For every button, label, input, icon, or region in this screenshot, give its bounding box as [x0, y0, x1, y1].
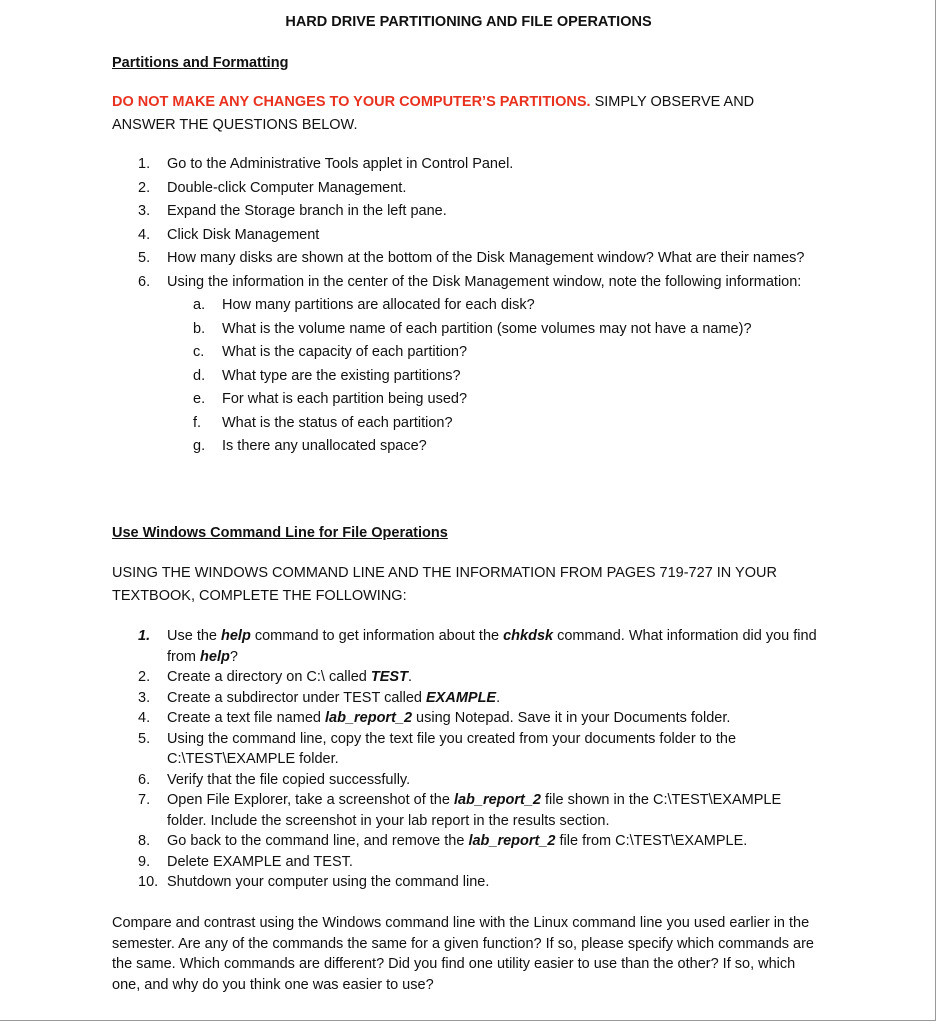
item-number: 1. — [138, 156, 151, 172]
item-text: command. What information did you find from — [167, 628, 817, 665]
item-number: 10. — [138, 874, 159, 890]
item-text: ? — [229, 648, 238, 665]
emphasis-text: TEST — [370, 669, 408, 685]
list-item — [138, 770, 818, 791]
item-text: Using the information in the center of the Disk Management window, note the following information: — [167, 273, 802, 290]
item-text: Expand the Storage branch in the left pane. — [167, 203, 447, 219]
item-text: Create a text file named — [167, 710, 325, 726]
item-number: 9. — [138, 853, 151, 870]
item-number: 2. — [138, 179, 151, 196]
item-number: 6. — [138, 273, 151, 290]
warning-text: DO NOT MAKE ANY CHANGES TO YOUR COMPUTER’S PARTITIONS. — [112, 94, 591, 110]
item-text: Double-click Computer Management. — [167, 179, 407, 196]
list-item — [138, 667, 818, 688]
partition-steps-list — [138, 153, 818, 459]
item-number: 3. — [138, 203, 151, 219]
item-number: 1. — [138, 628, 151, 644]
list-item — [138, 247, 818, 271]
item-letter: b. — [193, 320, 206, 337]
emphasis-text: lab_report_2 — [468, 833, 556, 849]
item-text: Go to the Administrative Tools applet in Control Panel. — [167, 156, 514, 172]
list-item — [138, 177, 818, 201]
item-text: Use the — [167, 628, 221, 644]
item-letter: a. — [193, 297, 206, 313]
list-item — [193, 294, 818, 318]
item-text: file from C:\TEST\EXAMPLE. — [555, 833, 748, 849]
item-text: Verify that the file copied successfully. — [167, 771, 411, 788]
section-heading-command-line: Use Windows Command Line for File Operations — [112, 525, 448, 541]
item-letter: e. — [193, 391, 206, 407]
list-item — [138, 790, 818, 831]
list-item — [193, 412, 818, 436]
command-line-intro: USING THE WINDOWS COMMAND LINE AND THE INFORMATION FROM PAGES 719-727 IN YOUR TEXTBOOK, COMPLETE THE FOLLOWING: — [112, 565, 777, 604]
emphasis-text: lab_report_2 — [324, 710, 413, 726]
list-item — [138, 872, 818, 893]
item-text: Shutdown your computer using the command line. — [167, 874, 490, 890]
command-name: chkdsk — [503, 628, 554, 644]
emphasis-text: EXAMPLE — [426, 689, 497, 706]
item-text: Delete EXAMPLE and TEST. — [167, 853, 353, 870]
list-item — [138, 271, 818, 459]
command-line-steps-list — [138, 626, 818, 893]
item-text: . — [496, 689, 501, 706]
item-number: 7. — [138, 792, 151, 808]
item-text: Using the command line, copy the text file you created from your documents folder to the C:\TEST\EXAMPLE folder. — [167, 730, 737, 767]
item-text: Create a subdirector under TEST called — [167, 689, 426, 706]
item-text: Go back to the command line, and remove the — [167, 833, 469, 849]
item-text: file shown in the C:\TEST\EXAMPLE folder. Include the screenshot in your lab report in the results section. — [167, 792, 782, 829]
list-item — [138, 153, 818, 177]
item-text: . — [407, 669, 412, 685]
list-item — [138, 688, 818, 709]
item-number: 5. — [138, 250, 151, 266]
item-letter: g. — [193, 438, 206, 454]
emphasis-text: lab_report_2 — [453, 792, 541, 808]
command-name: help — [200, 648, 230, 665]
list-item — [193, 388, 818, 412]
item-text: command to get information about the — [250, 628, 504, 644]
list-item — [138, 852, 818, 873]
item-text: Create a directory on C:\ called — [167, 669, 371, 685]
item-number: 6. — [138, 771, 151, 788]
item-text: What type are the existing partitions? — [222, 367, 461, 384]
item-text: What is the capacity of each partition? — [222, 344, 468, 360]
item-text: using Notepad. Save it in your Documents folder. — [412, 710, 731, 726]
closing-paragraph: Compare and contrast using the Windows command line with the Linux command line you used earlier in the semester. Are any of the commands the same for a given function? If so, please specify which commands are the same. Which commands are different? Did you find one utility easier to use than the other? If so, which one, and why do you think one was easier to use? — [112, 915, 814, 993]
item-letter: f. — [193, 414, 202, 431]
item-number: 5. — [138, 730, 151, 747]
item-text: For what is each partition being used? — [222, 391, 468, 407]
item-text: Click Disk Management — [167, 226, 320, 243]
partition-substeps-list — [193, 294, 818, 459]
intro-rest: SIMPLY OBSERVE AND ANSWER THE QUESTIONS BELOW. — [112, 94, 755, 133]
partitions-intro — [112, 91, 812, 137]
item-text: Open File Explorer, take a screenshot of the — [167, 792, 454, 808]
item-letter: d. — [193, 367, 206, 384]
list-item — [138, 626, 818, 667]
list-item — [138, 224, 818, 248]
list-item — [193, 341, 818, 365]
item-number: 4. — [138, 226, 151, 243]
item-number: 3. — [138, 689, 151, 706]
item-number: 4. — [138, 710, 151, 726]
list-item — [193, 435, 818, 459]
list-item — [193, 365, 818, 389]
command-name: help — [221, 628, 251, 644]
list-item — [138, 729, 818, 770]
list-item — [138, 200, 818, 224]
item-text: How many disks are shown at the bottom of the Disk Management window? What are their names? — [167, 250, 805, 266]
section-heading-partitions: Partitions and Formatting — [112, 55, 289, 71]
item-text: How many partitions are allocated for each disk? — [222, 297, 535, 313]
list-item — [193, 318, 818, 342]
item-text: What is the volume name of each partition (some volumes may not have a name)? — [222, 320, 752, 337]
list-item — [138, 831, 818, 852]
list-item — [138, 708, 818, 729]
item-letter: c. — [193, 344, 205, 360]
document-title: HARD DRIVE PARTITIONING AND FILE OPERATIONS — [285, 14, 652, 30]
item-text: What is the status of each partition? — [222, 414, 453, 431]
item-number: 8. — [138, 833, 151, 849]
item-text: Is there any unallocated space? — [222, 438, 427, 454]
item-number: 2. — [138, 669, 151, 685]
